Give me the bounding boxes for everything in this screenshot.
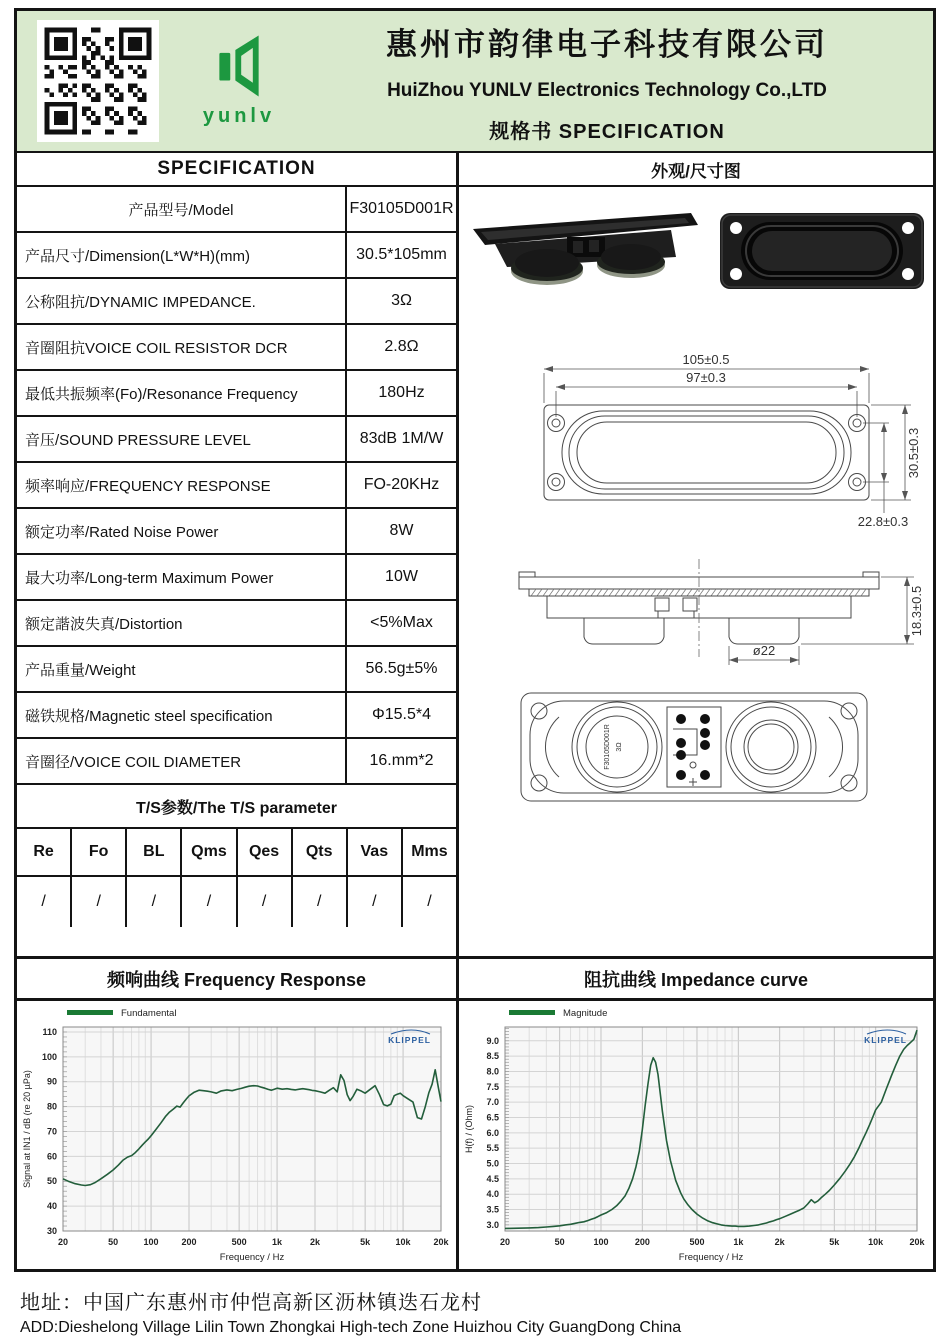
svg-text:100: 100 — [593, 1237, 609, 1247]
dim-label-hole-vertical: 22.8±0.3 — [857, 514, 909, 529]
svg-text:8.0: 8.0 — [486, 1066, 499, 1077]
company-name-en: HuiZhou YUNLV Electronics Technology Co.,LTD — [387, 79, 827, 101]
dimension-panel — [459, 153, 933, 956]
svg-text:Signal at IN1 / dB (re 20 µPa): Signal at IN1 / dB (re 20 µPa) — [22, 1070, 32, 1188]
spec-row — [17, 693, 456, 739]
spec-table-title: SPECIFICATION — [17, 153, 456, 187]
fr-chart — [19, 1003, 455, 1267]
ts-header-cell: Mms — [411, 843, 448, 860]
svg-text:5.5: 5.5 — [486, 1143, 499, 1154]
svg-text:80: 80 — [46, 1101, 57, 1112]
logo-wordmark: yunlv — [202, 105, 276, 127]
svg-text:5k: 5k — [829, 1237, 840, 1247]
spec-value: 3Ω — [391, 292, 412, 309]
speaker-logo-icon — [206, 34, 272, 98]
spec-value: Φ15.5*4 — [371, 706, 432, 723]
svg-text:90: 90 — [46, 1076, 57, 1087]
drawing-front-view — [459, 349, 929, 534]
dim-label-total-height: 18.3±0.5 — [909, 585, 924, 637]
imp-chart-title: 阻抗曲线 Impedance curve — [459, 959, 933, 1001]
svg-text:2k: 2k — [774, 1237, 785, 1247]
ts-parameter-title: T/S参数/The T/S parameter — [17, 785, 456, 829]
imp-chart-box — [459, 1001, 933, 1269]
svg-text:1k: 1k — [272, 1237, 283, 1247]
spec-row — [17, 739, 456, 785]
svg-text:50: 50 — [46, 1176, 57, 1187]
spec-label: 最大功率/Long-term Maximum Power — [17, 555, 347, 599]
dim-label-height: 30.5±0.3 — [906, 427, 921, 479]
spec-value: 10W — [385, 568, 418, 585]
qr-code — [37, 20, 159, 142]
spec-label: 磁铁规格/Magnetic steel specification — [17, 693, 347, 737]
ts-value-cell: / — [127, 877, 182, 927]
drawing-side-view — [459, 541, 929, 679]
spec-row — [17, 601, 456, 647]
spec-label: 最低共振频率(Fo)/Resonance Frequency — [17, 371, 347, 415]
ts-value-cell: / — [293, 877, 348, 927]
spec-row — [17, 555, 456, 601]
imp-legend-swatch — [509, 1010, 555, 1015]
fr-legend-swatch — [67, 1010, 113, 1015]
spec-table — [17, 153, 459, 956]
footer-address — [20, 1286, 681, 1337]
svg-text:6.0: 6.0 — [486, 1127, 499, 1138]
svg-text:9.0: 9.0 — [486, 1035, 499, 1046]
ts-value-cell: / — [72, 877, 127, 927]
svg-text:40: 40 — [46, 1201, 57, 1212]
svg-text:200: 200 — [634, 1237, 650, 1247]
spec-label: 音压/SOUND PRESSURE LEVEL — [17, 417, 347, 461]
header-text — [305, 19, 933, 144]
spec-value: 2.8Ω — [384, 338, 419, 355]
spec-row — [17, 371, 456, 417]
spec-value: F30105D001R — [349, 200, 454, 217]
svg-text:H(f) / (Ohm): H(f) / (Ohm) — [464, 1105, 474, 1153]
body — [17, 153, 933, 959]
ts-header-cell: Re — [17, 829, 72, 875]
spec-value: 56.5g±5% — [365, 660, 438, 677]
spec-label: 音圈径/VOICE COIL DIAMETER — [17, 739, 347, 783]
spec-value: FO-20KHz — [363, 476, 440, 493]
product-photos — [467, 197, 931, 305]
spec-label: 产品尺寸/Dimension(L*W*H)(mm) — [17, 233, 347, 277]
svg-text:30: 30 — [46, 1226, 57, 1236]
svg-text:7.5: 7.5 — [486, 1081, 499, 1092]
spec-label: 频率响应/FREQUENCY RESPONSE — [17, 463, 347, 507]
dim-label-hole-span: 97±0.3 — [686, 370, 726, 385]
spec-table-rows — [17, 187, 456, 785]
ts-value-cell: / — [238, 877, 293, 927]
spec-label: 额定功率/Rated Noise Power — [17, 509, 347, 553]
svg-text:20k: 20k — [433, 1237, 449, 1247]
svg-text:60: 60 — [46, 1151, 57, 1162]
ts-header-cell: Qts — [293, 829, 348, 875]
svg-text:200: 200 — [181, 1237, 197, 1247]
svg-text:20: 20 — [57, 1237, 69, 1247]
spec-row — [17, 233, 456, 279]
spec-label: 产品型号/Model — [17, 187, 347, 231]
svg-text:20: 20 — [499, 1237, 511, 1247]
ts-header-row — [17, 829, 456, 877]
fr-chart-panel — [17, 959, 459, 1269]
gasket-hatch — [531, 589, 866, 596]
spec-value: 180Hz — [378, 384, 425, 401]
svg-text:2k: 2k — [309, 1237, 321, 1247]
company-name-cn: 惠州市韵律电子科技有限公司 — [386, 26, 828, 62]
imp-klippel-watermark: KLIPPEL — [864, 1035, 907, 1045]
svg-text:10k: 10k — [395, 1237, 411, 1247]
fr-legend-label: Fundamental — [121, 1008, 177, 1019]
svg-text:4.0: 4.0 — [486, 1189, 499, 1200]
fr-chart-box — [17, 1001, 456, 1269]
product-photo-side-view — [467, 197, 699, 305]
spec-value: 30.5*105mm — [356, 246, 447, 263]
ts-value-cell: / — [182, 877, 237, 927]
dimension-panel-title: 外观/尺寸图 — [459, 153, 933, 187]
svg-text:3.0: 3.0 — [486, 1219, 499, 1230]
svg-text:6.5: 6.5 — [486, 1112, 499, 1123]
ts-header-cell: Vas — [348, 829, 403, 875]
spec-row — [17, 417, 456, 463]
spec-value: <5%Max — [370, 614, 433, 631]
svg-text:Frequency / Hz: Frequency / Hz — [678, 1252, 744, 1263]
ts-value-cell: / — [17, 877, 72, 927]
company-logo — [173, 34, 305, 128]
ts-value-cell: / — [427, 893, 432, 910]
ts-header-cell: BL — [127, 829, 182, 875]
svg-text:5.0: 5.0 — [486, 1158, 499, 1169]
imp-chart — [461, 1003, 931, 1267]
svg-text:50: 50 — [554, 1237, 565, 1247]
spec-sheet — [14, 8, 936, 1272]
ts-header-cell: Qes — [238, 829, 293, 875]
svg-text:500: 500 — [689, 1237, 705, 1247]
spec-label: 公称阻抗/DYNAMIC IMPEDANCE. — [17, 279, 347, 323]
spec-row — [17, 647, 456, 693]
spec-row — [17, 509, 456, 555]
spec-label: 产品重量/Weight — [17, 647, 347, 691]
svg-text:8.5: 8.5 — [486, 1051, 499, 1062]
svg-text:500: 500 — [231, 1237, 247, 1247]
spec-label: 额定諧波失真/Distortion — [17, 601, 347, 645]
fr-chart-title: 频响曲线 Frequency Response — [17, 959, 456, 1001]
svg-text:5k: 5k — [360, 1237, 371, 1247]
header — [17, 11, 933, 153]
svg-text:4.5: 4.5 — [486, 1173, 499, 1184]
spec-value: 16.mm*2 — [369, 752, 434, 769]
spec-row — [17, 187, 456, 233]
drawing-back-view — [459, 685, 929, 815]
back-view-impedance-label: 3Ω — [616, 742, 623, 752]
svg-text:110: 110 — [42, 1026, 57, 1037]
svg-text:Frequency / Hz: Frequency / Hz — [219, 1252, 285, 1263]
ts-header-cell: Qms — [182, 829, 237, 875]
svg-text:7.0: 7.0 — [486, 1097, 499, 1108]
svg-text:70: 70 — [46, 1126, 57, 1137]
dim-label-outer-width: 105±0.5 — [682, 352, 730, 367]
spec-value: 83dB 1M/W — [359, 430, 444, 447]
footer-address-cn: 地址：中国广东惠州市仲恺高新区沥林镇迭石龙村 — [20, 1292, 482, 1314]
dim-label-magnet: ø22 — [752, 643, 776, 658]
charts-section — [17, 959, 933, 1269]
doc-type-title: 规格书 SPECIFICATION — [489, 120, 725, 143]
back-view-model-label: F30105D001R — [604, 724, 611, 770]
spec-label: 音圈阻抗VOICE COIL RESISTOR DCR — [17, 325, 347, 369]
svg-text:20k: 20k — [909, 1237, 925, 1247]
spec-row — [17, 279, 456, 325]
spec-row — [17, 463, 456, 509]
footer-address-en: ADD:Dieshelong Village Lilin Town Zhongkai High-tech Zone Huizhou City GuangDong China — [20, 1319, 682, 1336]
svg-text:10k: 10k — [868, 1237, 884, 1247]
svg-text:3.5: 3.5 — [486, 1204, 499, 1215]
ts-value-cell: / — [348, 877, 403, 927]
qr-code-pattern — [40, 23, 156, 139]
fr-klippel-watermark: KLIPPEL — [388, 1035, 431, 1045]
svg-text:1k: 1k — [733, 1237, 744, 1247]
ts-header-cell: Fo — [72, 829, 127, 875]
svg-text:50: 50 — [108, 1237, 119, 1247]
ts-value-row — [17, 877, 456, 927]
imp-legend-label: Magnitude — [563, 1008, 608, 1019]
imp-chart-panel — [459, 959, 933, 1269]
product-photo-front-view — [715, 197, 931, 305]
svg-text:100: 100 — [143, 1237, 159, 1247]
spec-row — [17, 325, 456, 371]
svg-text:100: 100 — [41, 1051, 57, 1062]
spec-value: 8W — [389, 522, 414, 539]
